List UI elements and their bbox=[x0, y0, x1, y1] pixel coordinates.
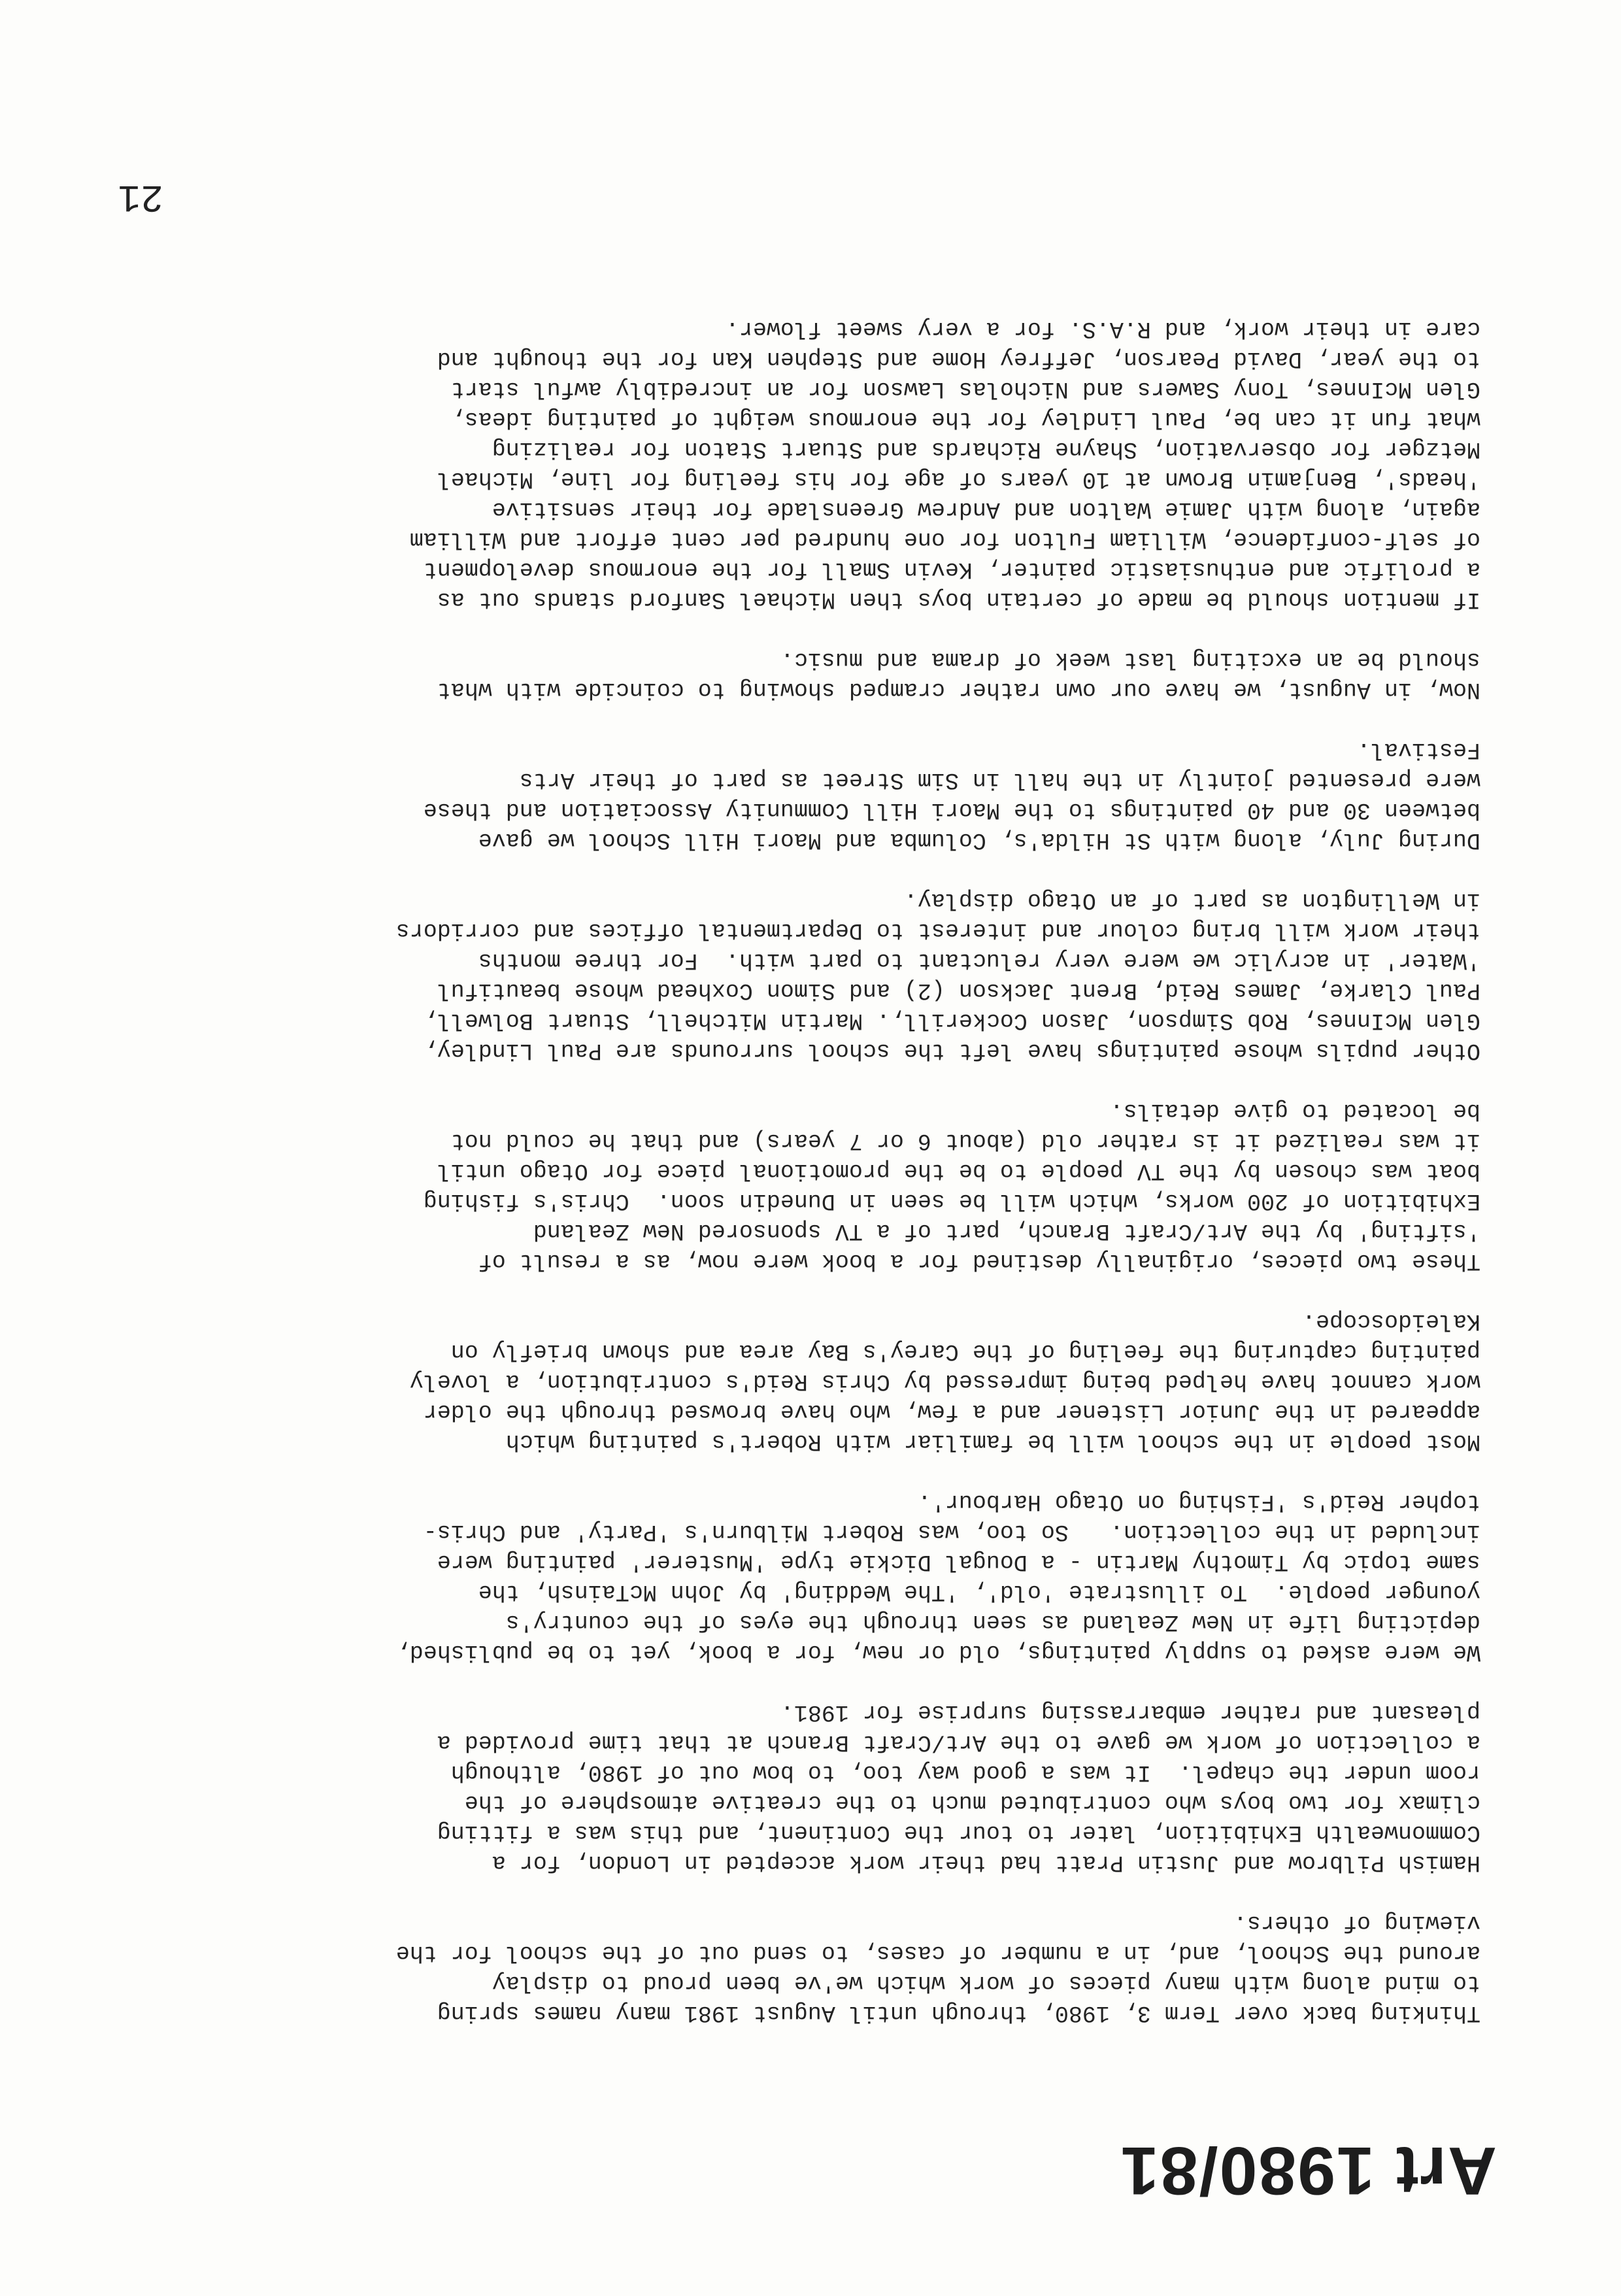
paragraph: We were asked to supply paintings, old or new, for a book, yet to be published, depicting life in New Zealand as seen through the eyes of the country's younger people. To illustrate 'old', 'The Wedding' by John McTainsh, the same topic by Timothy Martin - a Dougal Dickie type 'Musterer' painting were included in the collection. So too, was Robert Milburn's 'Party' and Chris- topher Reid's 'Fishing on Otago Harbour'. bbox=[395, 1489, 1480, 1665]
page-number: 21 bbox=[118, 175, 163, 217]
paragraph: Hamish Pilbrow and Justin Pratt had their work accepted in London, for a Commonwealth Exhibition, later to tour the Continent, and this was a fitting climax for two boys who contributed much to the creative atmosphere of the room under the chapel. It was a good way too, to bow out of 1980, although a collection of work we gave to the Art/Craft Branch at that time provided a pleasant and rather embarrassing surprise for 1981. bbox=[437, 1699, 1480, 1876]
paragraph: Most people in the school will be familiar with Robert's painting which appeared in the Junior Listener and a few, who have browsed through the older work cannot have helped being impressed by Chris Reid's contribution, a lovely painting capturing the feeling of the Carey's Bay area and shown briefly on Kaleidoscope. bbox=[409, 1308, 1480, 1455]
paragraph: If mention should be made of certain boys then Michael Sanford stands out as a prolific and enthusiastic painter, Kevin Small for the enormous development of self-confidence, William Fulton for one hundred per cent effort and William again, along with Jamie Walton and Andrew Greenslade for their sensitive 'heads', Benjamin Brown at 10 years of age for his feeling for line, Michael Metzger for observation, Shayne Richards and Stuart Staton for realizing what fun it can be, Paul Lindley for the enormous weight of painting ideas, Glen McInnes, Tony Sawers and Nicholas Lawson for an incredibly awful start to the year, David Pearson, Jeffrey Home and Stephen Kan for the thought and care in their work, and R.A.S. for a very sweet flower. bbox=[409, 316, 1480, 613]
page-title: Art 1980/81 bbox=[1119, 2133, 1497, 2208]
paragraph: During July, along with St Hilda's, Columba and Maori Hill School we gave between 30 and 40 paintings to the Maori Hill Community Association and these were presented jointly in the hall in Sim Street as part of their Arts Festival. bbox=[423, 737, 1480, 853]
body-text bbox=[141, 284, 1480, 2028]
paragraph: Now, in August, we have our own rather cramped showing to coincide with what should be an exciting last week of drama and music. bbox=[437, 647, 1480, 703]
paragraph: Other pupils whose paintings have left the school surrounds are Paul Lindley, Glen McInnes, Rob Simpson, Jason Cockerill,. Martin Mitchell, Stuart Bolwell, Paul Clarke, James Reid, Brent Jackson (2) and Simon Coxhead whose beautiful 'Water' in acrylic we were very reluctant to part with. For three months their work will bring colour and interest to Departmental offices and corridors in Wellington as part of an Otago display. bbox=[395, 887, 1480, 1064]
paragraph: These two pieces, originally destined for a book were now, as a result of 'sifting' by the Art/Craft Branch, part of a TV sponsored New Zealand Exhibition of 200 works, which will be seen in Dunedin soon. Chris's fishing boat was chosen by the TV people to be the promotional piece for Otago until it was realized it is rather old (about 6 or 7 years) and that he could not be located to give details. bbox=[423, 1098, 1480, 1274]
paragraph: Thinking back over Term 3, 1980, through until August 1981 many names spring to mind along with many pieces of work which we've been proud to display around the School, and, in a number of cases, to send out of the school for the viewing of others. bbox=[395, 1910, 1480, 2026]
